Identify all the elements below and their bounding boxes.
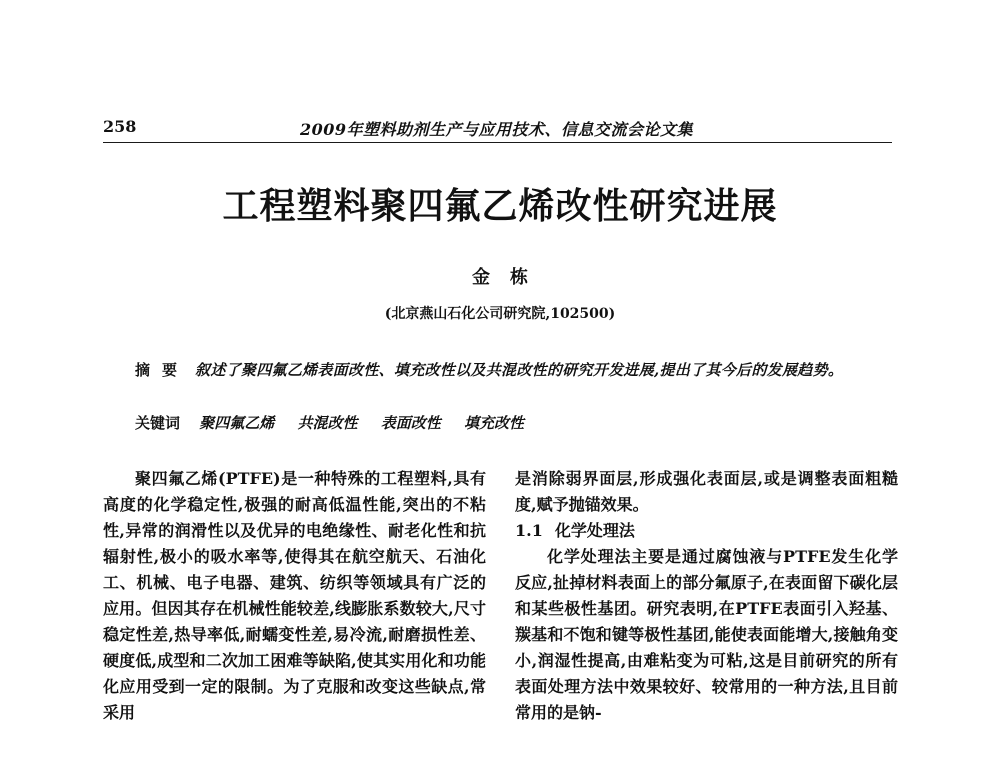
abstract [103, 356, 893, 384]
abstract-text: 叙述了聚四氟乙烯表面改性、填充改性以及共混改性的研究开发进展,提出了其今后的发展趋势。 [195, 361, 844, 379]
body-paragraph: 化学处理法主要是通过腐蚀液与PTFE发生化学反应,扯掉材料表面上的部分氟原子,在表面留下碳化层和某些极性基团。研究表明,在PTFE表面引入羟基、羰基和不饱和键等极性基团,能使表面能增大,接触角变小,润湿性提高,由难粘变为可粘,这是目前研究的所有表面处理方法中效果较好、较常用的一种方法,且目前常用的是钠- [515, 547, 898, 722]
body-paragraph: 聚四氟乙烯(PTFE)是一种特殊的工程塑料,具有高度的化学稳定性,极强的耐高低温性能,突出的不粘性,异常的润滑性以及优异的电绝缘性、耐老化性和抗辐射性,极小的吸水率等,使得其在航空航天、石油化工、机械、电子电器、建筑、纺织等领域具有广泛的应用。但因其存在机械性能较差,线膨胀系数较大,尺寸稳定性差,热导率低,耐蠕变性差,易冷流,耐磨损性差、硬度低,成型和二次加工困难等缺陷,使其实用化和功能化应用受到一定的限制。为了克服和改变这些缺点,常采用 [103, 469, 486, 722]
section-number: 1.1 [515, 521, 543, 540]
running-header: 2009年塑料助剂生产与应用技术、信息交流会论文集 [300, 120, 694, 139]
section-title: 化学处理法 [554, 521, 635, 540]
keywords [135, 412, 542, 433]
page-number: 258 [103, 117, 137, 136]
keyword: 共混改性 [297, 414, 358, 432]
author: 金栋 [472, 267, 548, 288]
body-paragraph: 是消除弱界面层,形成强化表面层,或是调整表面粗糙度,赋予抛锚效果。 [515, 469, 898, 514]
keywords-label: 关键词 [135, 414, 181, 432]
left-column [103, 466, 486, 726]
header-rule [103, 142, 892, 143]
abstract-label: 摘要 [135, 361, 190, 379]
affiliation: (北京燕山石化公司研究院,102500) [384, 306, 616, 322]
right-column [515, 466, 898, 726]
keyword: 填充改性 [464, 414, 525, 432]
article-title: 工程塑料聚四氟乙烯改性研究进展 [222, 185, 778, 227]
section-heading [515, 518, 898, 544]
keyword: 聚四氟乙烯 [199, 414, 275, 432]
keyword: 表面改性 [380, 414, 441, 432]
